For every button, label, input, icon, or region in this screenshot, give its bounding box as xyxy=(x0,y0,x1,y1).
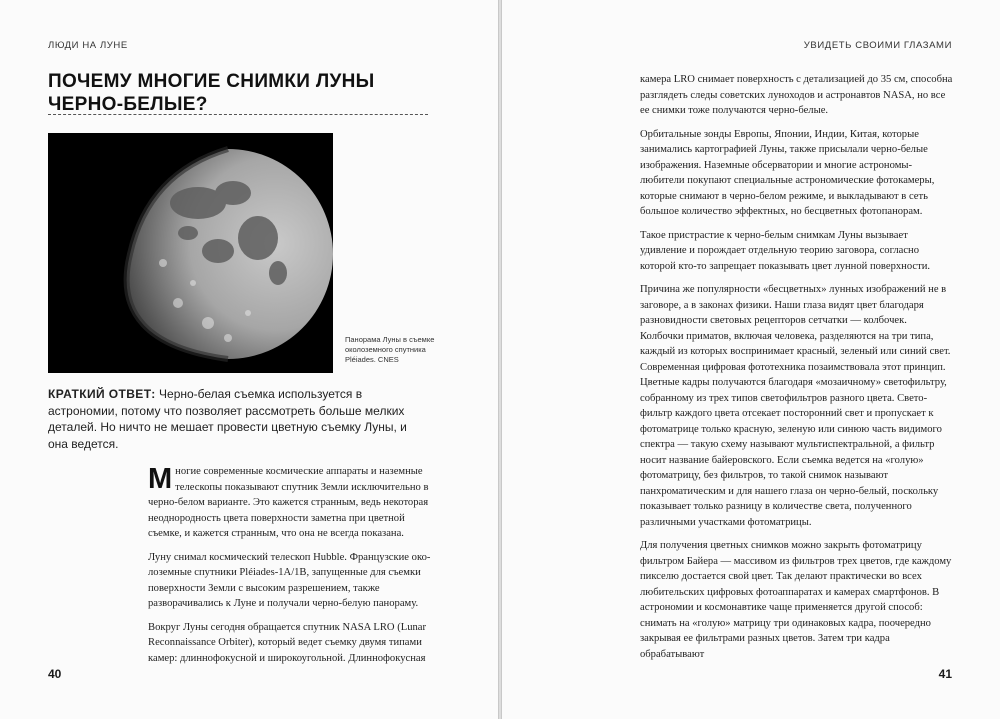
body-paragraph: Для получения цветных снимков можно закрыть фотоматрицу фильтром Байера — массивом из фильтров трех цветов, где каждому пикселю достается свой цвет. Так делают практически во всех любительских цифровых фотоаппаратах и камерах смартфонов. В астрономии и космонавтике чаще применяется другой способ: снимать на «голую» матрицу три одинаковых кадра, поочередно закрывая ее фильтрами разных цветов. Затем три кадра обрабатывают xyxy=(640,540,952,660)
running-head-right: УВИДЕТЬ СВОИМИ ГЛАЗАМИ xyxy=(803,40,952,51)
short-answer-text: Черно-белая съемка используется в астрономии, потому что позволяет рассмотреть больше мелких деталей. Но ничто не мешает провести цветную съемку Луны, и она ведется. xyxy=(48,387,407,451)
body-paragraph: камера LRO снимает поверхность с детализацией до 35 см, способна разглядеть следы советских луноходов и астронавтов NASA, но все ее снимки тоже получаются черно-белые. xyxy=(640,74,953,116)
title-divider xyxy=(48,114,428,115)
body-paragraph: Причина же популярности «бесцветных» лунных изображений не в заговоре, а в законах физики. Наши глаза видят цвет благодаря разновидности световых рецепторов сетчатки — колбочек. Колбочки приматов, включая человека, разделяются на три типа, каждый из которых воспринимает красный, зеленый или синий свет. Современная цифровая фототехника позаимствовала этот принцип. Цветные кадры получаются благодаря «мозаичному» светофильтру, собранному из трех типов светофильтров разного цвета. Светофильтр каждого цвета отсекает посторонний свет и пропускает к фотоматрице только красную, зеленую или синюю часть видимого спектра — такую схему называют мультиспектральной, а фильтр носит название байеровского. Если съемка ведется на «голую» фотоматрицу, без фильтров, то такой снимок называют панхроматическим и для нашего глаза он черно-белый, поскольку показывает только разницу в количестве света, полученного различными участками фотоматрицы. xyxy=(640,284,951,528)
body-paragraph: Луну снимал космический телескоп Hubble. Французские околоземные спутники Pléiades-1A/1B, запущенные для съемки поверхности Земли с высоким разрешением, также разворачивались к Луне и получали черно-белую панораму. xyxy=(148,551,431,609)
short-answer-label: КРАТКИЙ ОТВЕТ: xyxy=(48,387,156,401)
short-answer xyxy=(48,386,423,452)
drop-cap: М xyxy=(148,463,173,495)
page-title: ПОЧЕМУ МНОГИЕ СНИМКИ ЛУНЫ ЧЕРНО-БЕЛЫЕ? xyxy=(48,71,375,115)
running-head-left: ЛЮДИ НА ЛУНЕ xyxy=(48,40,128,51)
page-number-left: 40 xyxy=(48,667,62,681)
body-paragraph xyxy=(148,464,431,542)
right-page xyxy=(502,0,1000,719)
paragraph-text: ногие современные космические аппараты и наземные телескопы показывают спутник Земли исключительно в черно-белом варианте. Это кажется странным, ведь некоторая неоднородность цвета поверхности заметна при цветной съемке, и кажется странным, что она не всегда показана. xyxy=(148,466,429,539)
photo-caption: Панорама Луны в съемке околоземного спутника Pléiades. CNES xyxy=(345,335,435,364)
body-paragraph: Орбитальные зонды Европы, Японии, Индии, Китая, которые занимались картографией Луны, также присылали черно-белые изображения. Наземные обсерватории и многие астрономы-любители покупают специальные астрономические фотокамеры, которые снимают в черно-белом режиме, и выкладывают в сеть большое количество эффектных, но бесцветных фотопанорам. xyxy=(640,128,935,217)
left-body-text xyxy=(148,464,431,674)
body-paragraph: Вокруг Луны сегодня обращается спутник NASA LRO (Lunar Reconnaissance Orbiter), который ведет съемку двумя типами камер: длиннофокусной и широкоугольной. Длиннофокусная xyxy=(148,621,427,664)
moon-image xyxy=(48,133,333,373)
left-page xyxy=(0,0,498,719)
right-body-text xyxy=(640,72,953,670)
page-number-right: 41 xyxy=(938,667,952,681)
body-paragraph: Такое пристрастие к черно-белым снимкам Луны вызывает удивление и порождает отдельную теорию заговора, согласно которой кто-то запрещает показывать цвет лунной поверхности. xyxy=(640,229,931,272)
moon-photo xyxy=(48,133,333,373)
